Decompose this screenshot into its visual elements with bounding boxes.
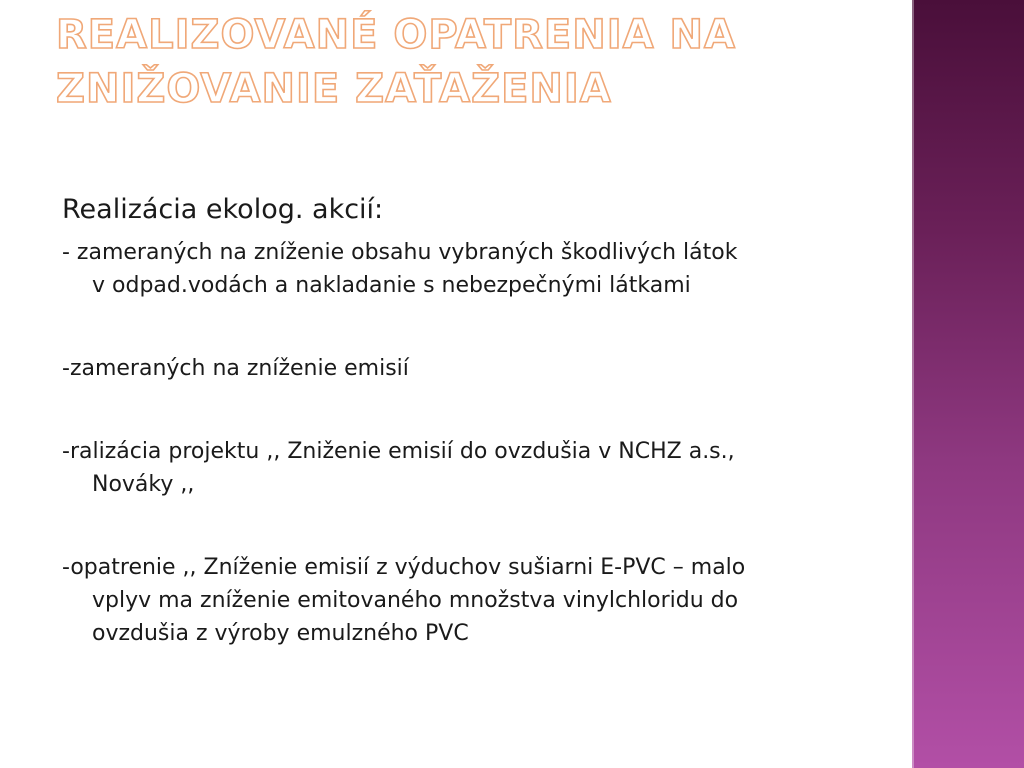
list-item: [62, 551, 892, 650]
list-item: [62, 236, 892, 302]
spacer: [62, 501, 892, 551]
list-item: [62, 435, 892, 501]
item-text-line: Nováky ,,: [92, 472, 195, 497]
spacer: [62, 302, 892, 352]
item-text-line: -opatrenie ,, Zníženie emisií z výduchov sušiarni E-PVC – malo: [62, 555, 746, 580]
decorative-side-band: [912, 0, 1024, 768]
slide-title: REALIZOVANÉ OPATRENIA NA ZNIŽOVANIE ZAŤAŽENIA: [56, 12, 736, 112]
item-text-line: -zameraných na zníženie emisií: [62, 356, 409, 381]
body-heading: Realizácia ekolog. akcií:: [62, 194, 384, 225]
spacer: [62, 385, 892, 435]
list-item: [62, 352, 892, 385]
item-text-line: ovzdušia z výroby emulzného PVC: [92, 621, 469, 646]
item-text-line: vplyv ma zníženie emitovaného množstva vinylchloridu do: [92, 588, 739, 613]
item-text-line: - zameraných na zníženie obsahu vybraných škodlivých látok: [62, 240, 738, 265]
item-text-line: v odpad.vodách a nakladanie s nebezpečnými látkami: [92, 273, 691, 298]
slide-body: [62, 188, 892, 650]
item-text-line: -ralizácia projektu ,, Zniženie emisií do ovzdušia v NCHZ a.s.,: [62, 439, 735, 464]
